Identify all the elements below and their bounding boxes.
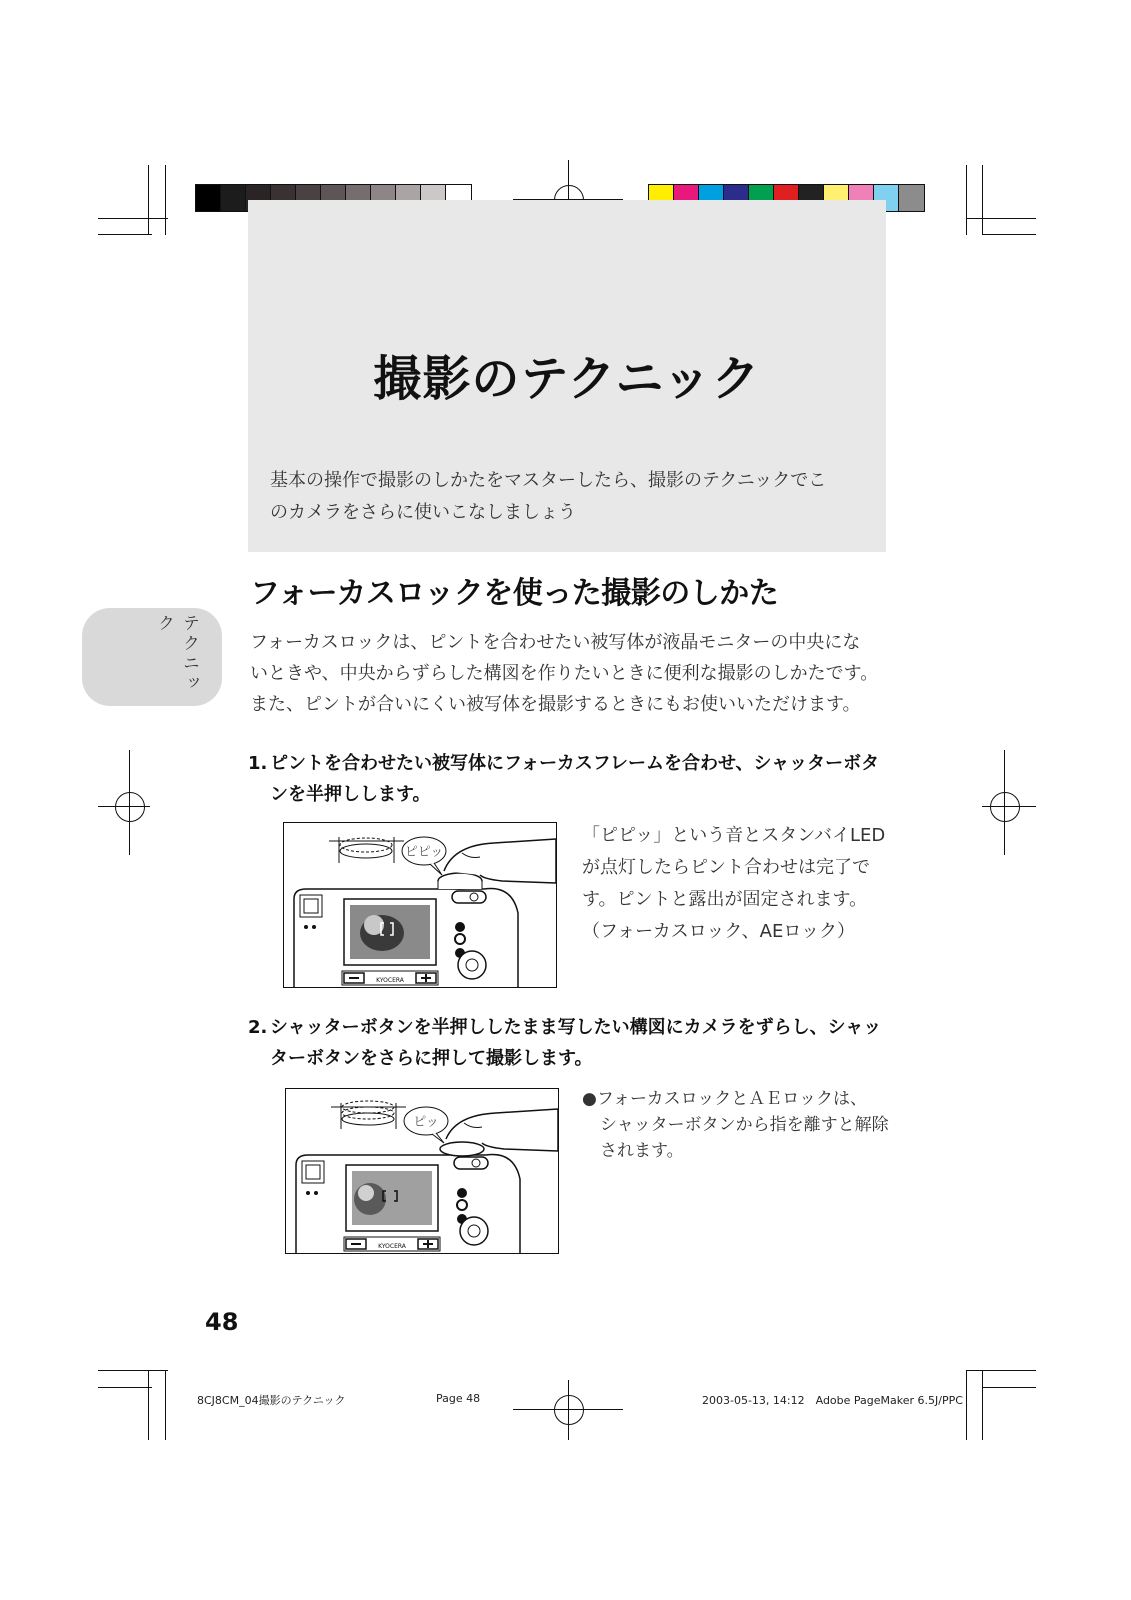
step-2 (248, 1012, 898, 1074)
camera-illustration-2 (285, 1088, 559, 1254)
side-tab (82, 608, 222, 706)
body-line: フォーカスロックは、ピントを合わせたい被写体が液晶モニターの中央にな (250, 632, 861, 653)
sound-label: ピッ (413, 1115, 439, 1130)
step-1-caption (582, 820, 902, 948)
color-swatch (196, 185, 221, 211)
body-line: また、ピントが合いにくい被写体を撮影するときにもお使いいただけます。 (250, 694, 861, 715)
note-line: ●フォーカスロックとＡＥロックは、 (582, 1089, 867, 1109)
footer-page: Page 48 (436, 1392, 481, 1405)
caption-line: （フォーカスロック、AEロック） (582, 921, 855, 942)
step-number: 1. (248, 753, 268, 774)
svg-text:KYOCERA: KYOCERA (378, 1243, 406, 1250)
caption-line: 「ピピッ」という音とスタンバイLED (582, 825, 886, 846)
svg-text:KYOCERA: KYOCERA (376, 977, 404, 984)
sound-label: ピピッ (404, 845, 444, 860)
intro-line: のカメラをさらに使いこなしましょう (270, 502, 576, 523)
step-2-note (582, 1086, 902, 1164)
section-body (250, 627, 890, 720)
step-1 (248, 748, 898, 810)
caption-line: す。ピントと露出が固定されます。 (582, 889, 868, 910)
step-text: ターボタンをさらに押して撮影します。 (270, 1048, 593, 1069)
footer-timestamp: 2003-05-13, 14:12 Adobe PageMaker 6.5J/PPC (702, 1394, 963, 1407)
color-swatch (221, 185, 246, 211)
step-text: シャッターボタンを半押ししたまま写したい構図にカメラをずらし、シャッ (270, 1017, 882, 1038)
step-text: ンを半押しします。 (270, 784, 431, 805)
step-number: 2. (248, 1017, 268, 1038)
note-line: シャッターボタンから指を離すと解除 (600, 1115, 889, 1135)
camera-illustration-1 (283, 822, 557, 988)
intro-text (270, 465, 870, 529)
page-number: 48 (205, 1308, 239, 1336)
side-tab-label: テクニック (154, 614, 199, 694)
color-swatch (899, 185, 924, 211)
header-block (248, 200, 886, 552)
step-text: ピントを合わせたい被写体にフォーカスフレームを合わせ、シャッターボタ (270, 753, 880, 774)
section-heading: フォーカスロックを使った撮影のしかた (250, 576, 779, 611)
footer-file-name: 8CJ8CM_04撮影のテクニック (197, 1394, 346, 1407)
page-title: 撮影のテクニック (373, 351, 761, 407)
note-line: されます。 (600, 1141, 684, 1161)
body-line: いときや、中央からずらした構図を作りたいときに便利な撮影のしかたです。 (250, 663, 879, 684)
intro-line: 基本の操作で撮影のしかたをマスターしたら、撮影のテクニックでこ (270, 470, 827, 491)
caption-line: が点灯したらピント合わせは完了で (582, 857, 870, 878)
